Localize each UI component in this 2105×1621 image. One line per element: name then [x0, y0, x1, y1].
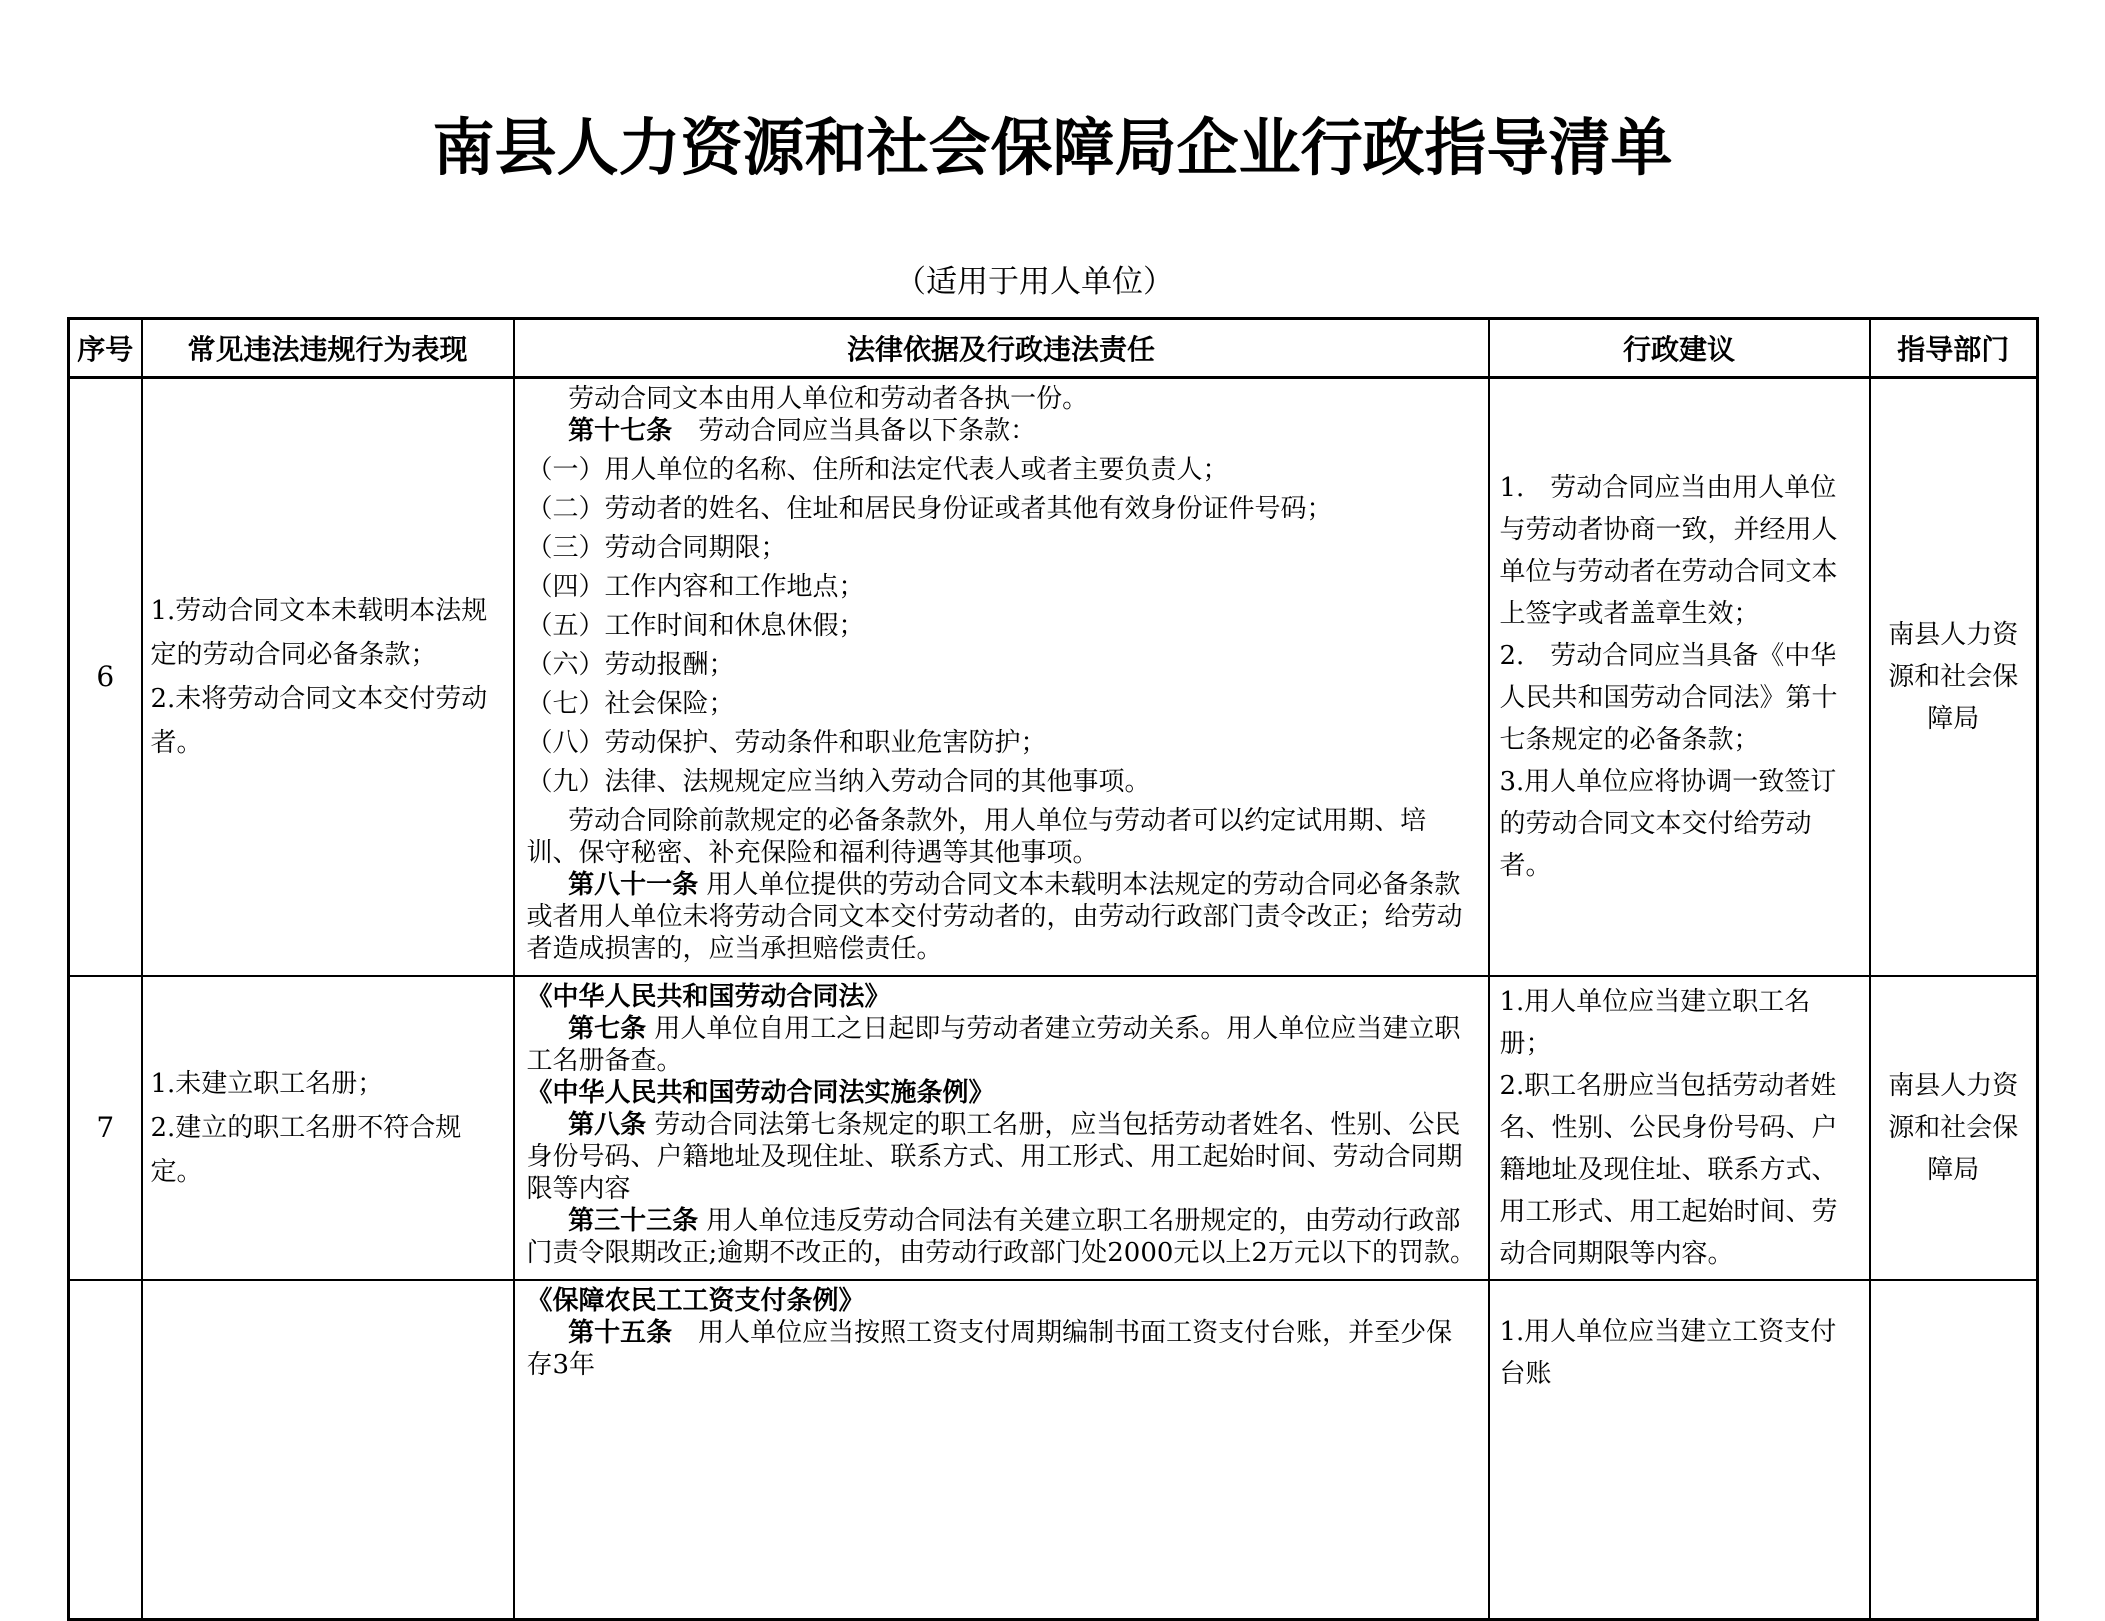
legal-article-number: 《中华人民共和国劳动合同法实施条例》	[526, 1077, 995, 1108]
legal-paragraph	[527, 1285, 1478, 1317]
advice-cell	[1489, 1280, 1870, 1620]
legal-paragraph: 第八十一条 用人单位提供的劳动合同文本未载明本法规定的劳动合同必备条款或者用人单位未将劳动合同文本交付劳动者的，由劳动行政部门责令改正；给劳动者造成损害的，应当承担赔偿责任。	[526, 870, 1463, 964]
legal-article-number: 第七条	[568, 1013, 647, 1044]
legal-paragraph	[527, 981, 1478, 1013]
department-cell: 南县人力资源和社会保障局	[1870, 976, 2038, 1280]
advice-line: 1.用人单位应当建立工资支付台账	[1499, 1316, 1837, 1389]
legal-paragraph: 第十七条 劳动合同应当具备以下条款：	[568, 416, 1037, 446]
legal-paragraph: （一）用人单位的名称、住所和法定代表人或者主要负责人；	[526, 455, 1229, 485]
legal-article-number: 第八十一条	[568, 870, 699, 900]
row-number-cell	[69, 1280, 142, 1620]
legal-paragraph: （二）劳动者的姓名、住址和居民身份证或者其他有效身份证件号码；	[526, 494, 1333, 524]
page-title: 南县人力资源和社会保障局企业行政指导清单	[432, 111, 1673, 184]
legal-paragraph	[527, 1077, 1478, 1109]
legal-article-number: 第十七条	[568, 416, 673, 446]
advice-line: 3.用人单位应将协调一致签订的劳动合同文本交付给劳动者。	[1499, 766, 1837, 881]
table-row	[69, 1280, 2038, 1620]
behavior-cell	[142, 378, 514, 976]
behavior-line: 2.未将劳动合同文本交付劳动者。	[150, 683, 488, 758]
advice-line: 2.职工名册应当包括劳动者姓名、性别、公民身份号码、户籍地址及现住址、联系方式、用工形式、用工起始时间、劳动合同期限等内容。	[1499, 1070, 1838, 1269]
legal-paragraph: （六）劳动报酬；	[526, 650, 735, 680]
legal-article-number: 第三十三条	[568, 1205, 699, 1236]
table-container	[67, 317, 2036, 1389]
legal-paragraph: （五）工作时间和休息休假；	[526, 611, 865, 641]
legal-article-number: 第八条	[568, 1109, 647, 1140]
guidance-table	[67, 317, 2039, 1621]
advice-cell	[1489, 378, 1870, 976]
legal-paragraph: （七）社会保险；	[526, 689, 735, 719]
behavior-line: 2.建立的职工名册不符合规定。	[150, 1112, 462, 1187]
page-subtitle: （适用于用人单位）	[895, 264, 1174, 300]
table-body	[69, 378, 2038, 1620]
row-number-cell: 6	[69, 378, 142, 976]
advice-line: 1. 劳动合同应当由用人单位与劳动者协商一致，并经用人单位与劳动者在劳动合同文本上签字或者盖章生效；	[1499, 472, 1838, 629]
row-number-cell: 7	[69, 976, 142, 1280]
table-header-row	[69, 319, 2038, 378]
legal-paragraph: 第三十三条 用人单位违反劳动合同法有关建立职工名册规定的，由劳动行政部门责令限期改正;逾期不改正的，由劳动行政部门处2000元以上2万元以下的罚款。	[526, 1205, 1476, 1268]
header-cell-department: 指导部门	[1870, 319, 2038, 378]
legal-paragraph: （三）劳动合同期限；	[526, 533, 787, 563]
legal-paragraph: （八）劳动保护、劳动条件和职业危害防护；	[526, 728, 1047, 758]
advice-cell	[1489, 976, 1870, 1280]
legal-paragraph: （四）工作内容和工作地点；	[526, 572, 865, 602]
legal-paragraph: 劳动合同文本由用人单位和劳动者各执一份。	[568, 384, 1089, 414]
legal-paragraph: 第八条 劳动合同法第七条规定的职工名册，应当包括劳动者姓名、性别、公民身份号码、户籍地址及现住址、联系方式、用工形式、用工起始时间、劳动合同期限等内容	[526, 1109, 1463, 1204]
legal-paragraph: 劳动合同除前款规定的必备条款外，用人单位与劳动者可以约定试用期、培训、保守秘密、补充保险和福利待遇等其他事项。	[526, 806, 1427, 868]
legal-article-number: 《中华人民共和国劳动合同法》	[526, 981, 891, 1012]
legal-paragraph: 第七条 用人单位自用工之日起即与劳动者建立劳动关系。用人单位应当建立职工名册备查。	[526, 1013, 1461, 1076]
legal-article-number: 第十五条	[568, 1317, 673, 1348]
header-cell-number: 序号	[69, 319, 142, 378]
legal-basis-cell	[514, 1280, 1489, 1620]
legal-paragraph: （九）法律、法规规定应当纳入劳动合同的其他事项。	[526, 767, 1151, 797]
header-cell-advice: 行政建议	[1489, 319, 1870, 378]
legal-article-number: 《保障农民工工资支付条例》	[526, 1285, 865, 1316]
header-cell-legal-basis: 法律依据及行政违法责任	[514, 319, 1489, 378]
behavior-line: 1.劳动合同文本未载明本法规定的劳动合同必备条款；	[150, 595, 488, 670]
behavior-cell	[142, 1280, 514, 1620]
legal-basis-cell	[514, 378, 1489, 976]
department-cell	[1870, 1280, 2038, 1620]
department-cell: 南县人力资源和社会保障局	[1870, 378, 2038, 976]
table-row	[69, 378, 2038, 976]
advice-line: 1.用人单位应当建立职工名册；	[1499, 986, 1811, 1059]
header-cell-behavior: 常见违法违规行为表现	[142, 319, 514, 378]
advice-line: 2. 劳动合同应当具备《中华人民共和国劳动合同法》第十七条规定的必备条款；	[1499, 640, 1838, 755]
behavior-cell	[142, 976, 514, 1280]
table-row	[69, 976, 2038, 1280]
legal-basis-cell	[514, 976, 1489, 1280]
legal-paragraph: 第十五条 用人单位应当按照工资支付周期编制书面工资支付台账，并至少保存3年	[526, 1317, 1453, 1380]
behavior-line: 1.未建立职工名册；	[150, 1068, 384, 1099]
